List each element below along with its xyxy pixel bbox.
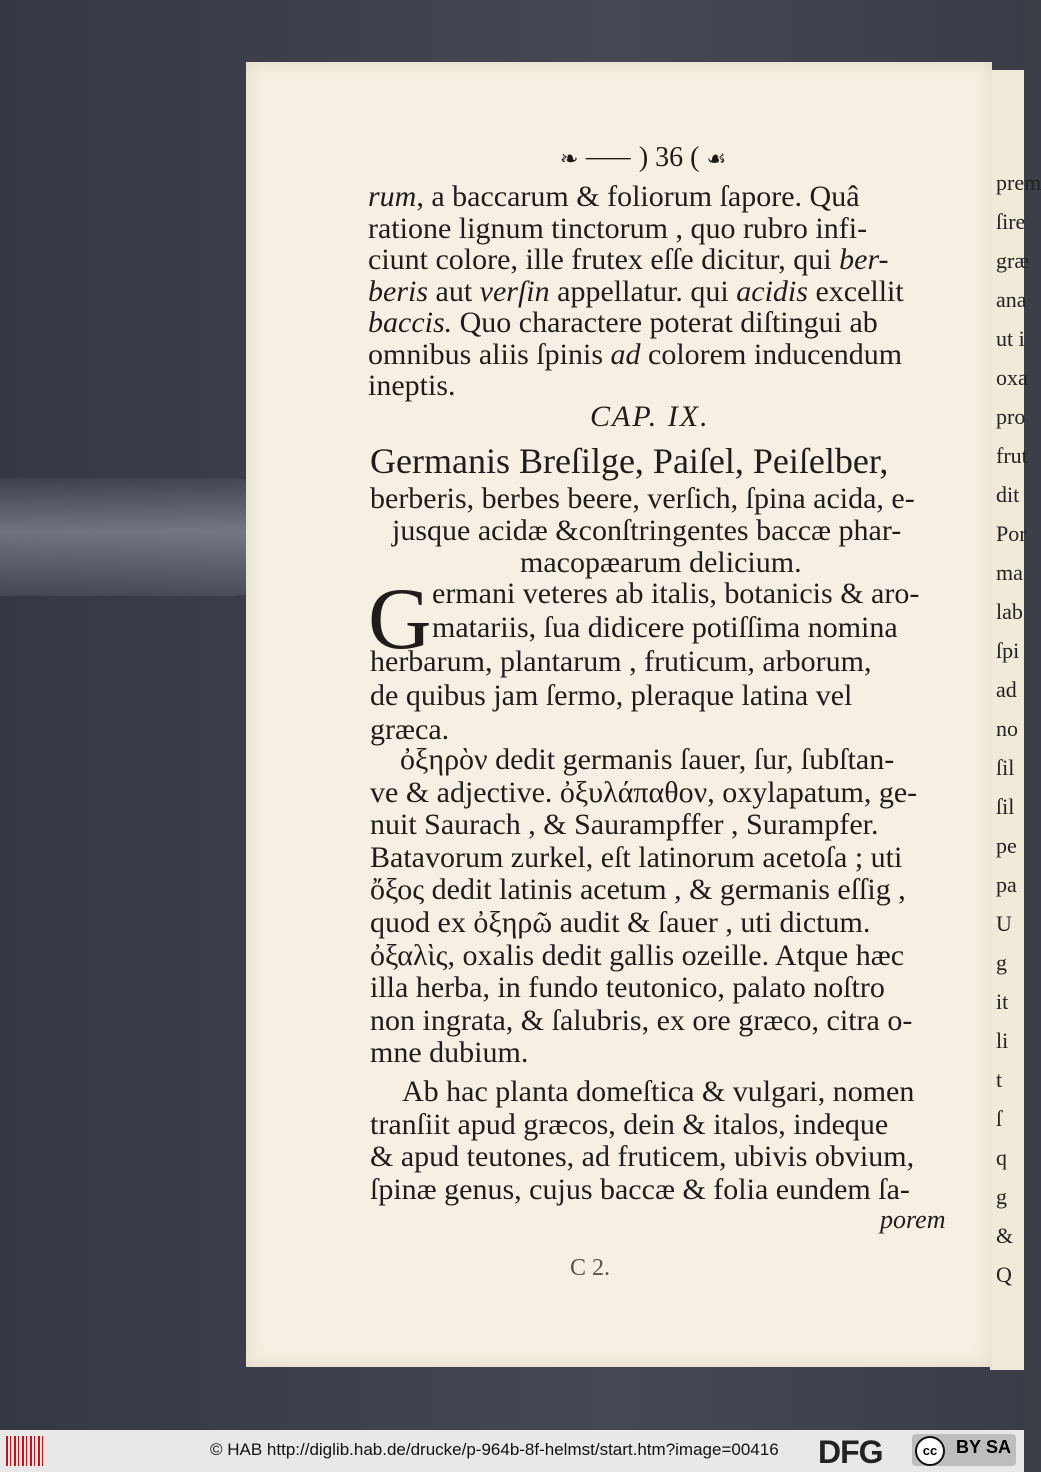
text-line <box>368 243 950 277</box>
catchword: porem <box>880 1205 946 1234</box>
text-line: ermani veteres ab italis, botanicis & aro- <box>432 577 920 610</box>
text-line: quod ex ὀξηρῶ audit & ſauer , uti dictum. <box>370 906 871 939</box>
text-line <box>368 212 950 246</box>
facing-page-fragment: ma <box>996 560 1023 585</box>
italic-run: baccis. <box>368 306 453 339</box>
facing-page-fragment: Por <box>996 521 1027 546</box>
facing-page-fragment: ſ <box>996 1106 1003 1131</box>
text-line: Ab hac planta domeſtica & vulgari, nomen <box>402 1075 915 1108</box>
text-run: colorem inducendum <box>640 337 903 371</box>
text-line: ὀξαλὶς, oxalis dedit gallis ozeille. Atque hæc <box>370 938 905 972</box>
cc-by-label: BY <box>956 1437 982 1457</box>
text-line: illa herba, in fundo teutonico, palato noſtro <box>370 971 885 1005</box>
text-line: ſpinæ genus, cujus baccæ & folia eundem ſa- <box>370 1172 910 1206</box>
text-run: excellit <box>807 274 904 308</box>
text-run: Quo charactere poterat diſtingui ab <box>452 306 878 339</box>
chapter-title-line-1: Germanis Breſilge, Paiſel, Peiſelber, <box>370 441 889 481</box>
barcode-icon <box>6 1436 46 1466</box>
creative-commons-badge[interactable] <box>912 1434 1016 1466</box>
text-line: ὀξηρὸν dedit germanis ſauer, ſur, ſubſtan- <box>400 743 895 776</box>
facing-page-fragment: & <box>996 1223 1014 1248</box>
chapter-title-line-2: berberis, berbes beere, verſich, ſpina acida, e- <box>370 482 915 515</box>
dfg-logo: DFG <box>818 1434 883 1470</box>
text-line <box>368 338 950 372</box>
text-line: matariis, ſua didicere potiſſima nomina <box>432 611 898 644</box>
cc-sa-label: SA <box>986 1437 1012 1457</box>
text-line: herbarum, plantarum , fruticum, arborum, <box>370 645 872 678</box>
chapter-title-line-3: jusque acidæ &conſtringentes baccæ phar- <box>392 514 902 547</box>
footer-copyright-link[interactable]: © HAB http://diglib.hab.de/drucke/p-964b-8f-helmst/start.htm?image=00416 <box>210 1440 779 1459</box>
facing-page-fragment: li <box>996 1028 1009 1053</box>
italic-run: ad <box>610 337 641 371</box>
facing-page-fragment: lab <box>996 599 1023 624</box>
text-line: tranſiit apud græcos, dein & italos, indeque <box>370 1107 889 1141</box>
drop-capital: G <box>368 571 432 668</box>
italic-run: beris <box>368 274 428 308</box>
facing-page-fragment: ſil <box>996 755 1015 780</box>
text-line <box>368 306 950 340</box>
italic-run: acidis <box>736 274 808 308</box>
facing-page-fragment: pro <box>996 404 1026 429</box>
facing-page-fragment: t <box>996 1067 1003 1092</box>
facing-page-fragment: ut i <box>996 326 1025 351</box>
text-line <box>368 369 950 403</box>
cc-icon: cc <box>915 1436 945 1466</box>
page-header <box>560 135 760 175</box>
text-line: nuit Saurach , & Saurampffer , Surampfer. <box>370 808 879 842</box>
chapter-title-line-4: macopæarum delicium. <box>520 546 802 579</box>
signature-mark: C 2. <box>570 1255 611 1281</box>
text-line: mne dubium. <box>370 1036 529 1070</box>
facing-page-fragment: ad <box>996 677 1017 702</box>
facing-page-fragment: g <box>996 1184 1007 1209</box>
facing-page-fragment: g <box>996 950 1007 975</box>
text-line <box>368 180 950 214</box>
facing-page-fragment: Q <box>996 1262 1012 1287</box>
facing-page-fragment: oxa <box>996 365 1028 390</box>
text-run: , a baccarum & foliorum ſapore. Quâ <box>416 180 860 213</box>
text-line: ὄξος dedit latinis acetum , & germanis eſſig , <box>370 873 906 907</box>
chapter-heading: CAP. IX. <box>590 400 710 433</box>
text-line <box>368 275 950 309</box>
facing-page-fragment: q <box>996 1145 1007 1170</box>
facing-page-fragment: ſire <box>996 209 1026 234</box>
header-ornament-left-icon: ❧ <box>560 146 578 171</box>
facing-page-fragment: græ <box>996 248 1029 273</box>
facing-page-fragment: no <box>996 716 1018 741</box>
page-number: ⸺ ) 36 ( <box>584 142 700 173</box>
italic-run: verſin <box>479 274 550 308</box>
facing-page-fragment: U <box>996 911 1012 936</box>
facing-page-fragment: ſpi <box>996 638 1020 663</box>
text-run: ciunt colore, ille frutex eſſe dicitur, qui <box>368 243 840 276</box>
text-line: non ingrata, & ſalubris, ex ore græco, citra o- <box>370 1003 913 1037</box>
text-run: appellatur. qui <box>549 274 737 308</box>
text-line: ve & adjective. ὀξυλάπαθον, oxylapatum, ge- <box>370 775 918 809</box>
facing-page-fragment: dit <box>996 482 1020 507</box>
facing-page-fragment: ana <box>996 287 1027 312</box>
text-run: ineptis. <box>368 369 456 402</box>
text-run: ratione lignum tinctorum , quo rubro infi- <box>368 211 868 245</box>
facing-page-fragment: pe <box>996 833 1017 858</box>
italic-run: rum <box>368 180 417 213</box>
text-run: aut <box>428 274 480 308</box>
text-line: de quibus jam ſermo, pleraque latina vel <box>370 679 853 712</box>
text-line: Batavorum zurkel, eſt latinorum acetoſa ; uti <box>370 840 903 874</box>
facing-page-fragment: ſil <box>996 794 1015 819</box>
facing-page-fragment: it <box>996 989 1009 1014</box>
italic-run: ber- <box>839 243 889 276</box>
facing-page-fragment: frut <box>996 443 1028 468</box>
facing-page-fragment: prem <box>996 170 1041 195</box>
text-run: omnibus aliis ſpinis <box>368 337 611 371</box>
facing-page-fragment: pa <box>996 872 1017 897</box>
text-line: & apud teutones, ad fruticem, ubivis obvium, <box>370 1140 915 1173</box>
text-line: græca. <box>370 713 450 746</box>
header-ornament-right-icon: ☙ <box>706 146 726 171</box>
